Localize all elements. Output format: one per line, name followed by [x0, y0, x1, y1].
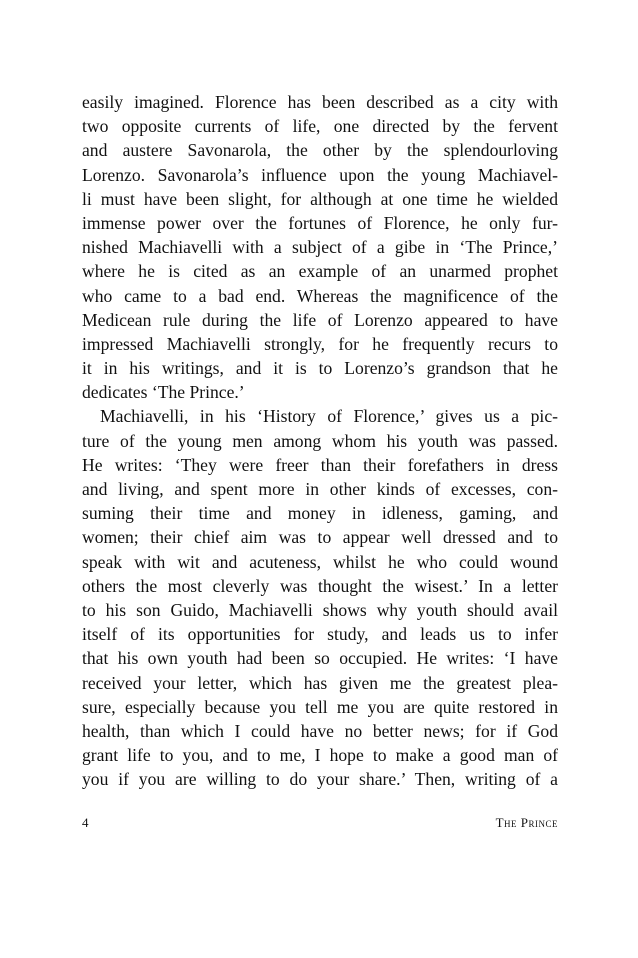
page-footer [82, 812, 558, 834]
text-line: nished Machiavelli with a subject of a gibe in ‘The Prince,’ [82, 237, 558, 258]
text-line: others the most cleverly was thought the wisest.’ In a letter [82, 575, 558, 596]
text-line: it in his writings, and it is to Lorenzo’s grandson that he [82, 358, 558, 379]
text-line: health, than which I could have no better news; for if God [82, 720, 558, 741]
text-line: ture of the young men among whom his youth was passed. [82, 430, 558, 451]
text-line: Medicean rule during the life of Lorenzo appeared to have [82, 309, 558, 330]
text-line: suming their time and money in idleness, gaming, and [82, 503, 558, 524]
text-line: easily imagined. Florence has been described as a city with [82, 92, 558, 112]
text-line: li must have been slight, for although at one time he wielded [82, 188, 558, 209]
text-line: sure, especially because you tell me you are quite restored in [82, 696, 558, 717]
text-line: and austere Savonarola, the other by the splendourloving [82, 140, 558, 161]
text-line: received your letter, which has given me the greatest plea- [82, 672, 558, 693]
text-line: two opposite currents of life, one directed by the fervent [82, 116, 558, 137]
paragraph-end-line: dedicates ‘The Prince.’ [82, 382, 245, 403]
text-line: and living, and spent more in other kinds of excesses, con- [82, 479, 558, 499]
body-text [82, 90, 558, 791]
text-line: who came to a bad end. Whereas the magnificence of the [82, 285, 558, 306]
text-line: impressed Machiavelli strongly, for he frequently recurs to [82, 333, 558, 354]
text-line: Lorenzo. Savonarola’s influence upon the young Machiavel- [82, 164, 558, 185]
text-line: grant life to you, and to me, I hope to make a good man of [82, 745, 558, 766]
text-line: to his son Guido, Machiavelli shows why youth should avail [82, 599, 558, 620]
text-line: He writes: ‘They were freer than their forefathers in dress [82, 454, 558, 475]
text-line: immense power over the fortunes of Florence, he only fur- [82, 212, 558, 233]
text-line: that his own youth had been so occupied. He writes: ‘I have [82, 648, 558, 669]
paragraph-start-line: Machiavelli, in his ‘History of Florence,’ gives us a pic- [100, 406, 558, 427]
text-line: you if you are willing to do your share.’ Then, writing of a [82, 769, 558, 790]
running-title: The Prince [495, 815, 558, 830]
text-line: speak with wit and acuteness, whilst he who could wound [82, 551, 558, 572]
text-line: itself of its opportunities for study, and leads us to infer [82, 624, 558, 645]
page-number: 4 [82, 815, 89, 830]
text-line: women; their chief aim was to appear well dressed and to [82, 527, 558, 548]
text-line: where he is cited as an example of an unarmed prophet [82, 261, 558, 282]
